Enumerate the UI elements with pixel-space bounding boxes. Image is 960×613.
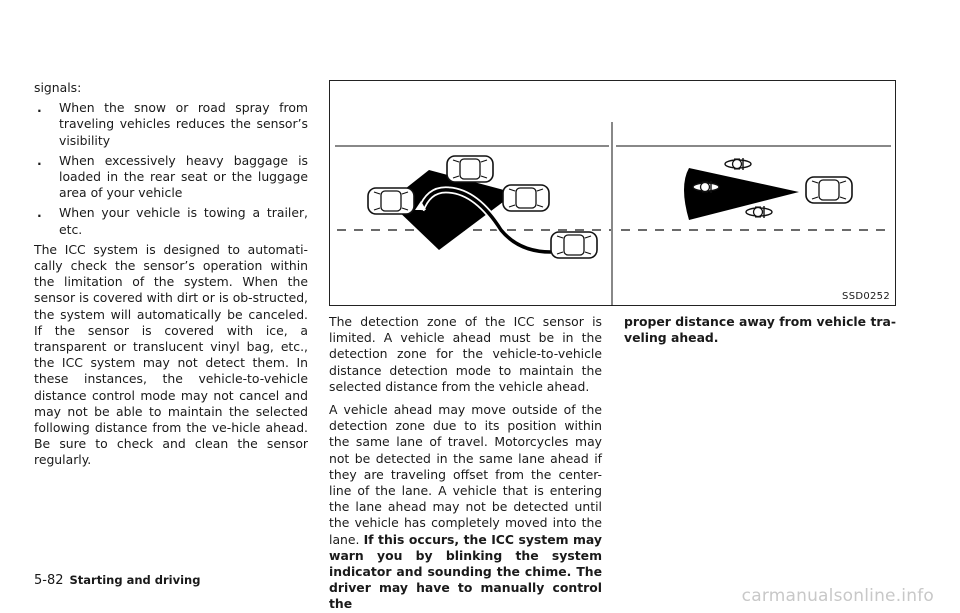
body-paragraph (624, 314, 896, 346)
detection-zone-illustration (329, 80, 896, 306)
body-paragraph: A vehicle ahead may move outside of the detection zone due to its position within the same lane of travel. Motorcycles may not be detected in the same lane ahead if they are traveling offset from the center-line of the lane. A vehicle that is entering the lane ahead may not be detected until the vehicle has completely moved into the lane. If this occurs, the ICC system may warn you by blinking the system indicator and sounding the chime. The driver may have to manually control the (329, 402, 602, 612)
watermark: carmanualsonline.info (741, 586, 934, 606)
bullet-item: . When excessively heavy baggage is loaded in the rear seat or the luggage area of your vehicle (37, 152, 308, 201)
lead-text: signals: (34, 80, 82, 95)
warning-text-continued: proper distance away from vehicle tra-veling ahead. (624, 314, 896, 346)
section-title: Starting and driving (69, 573, 201, 587)
text-column-middle (329, 314, 602, 613)
page-footer (34, 572, 200, 588)
figure-code: SSD0252 (842, 291, 890, 302)
text-column-right (624, 314, 896, 346)
right-scene (616, 146, 891, 230)
bullet-item: . When your vehicle is towing a trailer, etc. (37, 205, 308, 237)
warning-text: If this occurs, the ICC system may warn you by blinking the system indicator and sounding the chime. The driver may have to manually control the (329, 531, 602, 612)
left-scene (335, 146, 611, 258)
icc-detection-zone-figure (329, 80, 896, 306)
page-number: 5-82 (34, 573, 64, 588)
text-column-left (34, 80, 308, 469)
body-paragraph: The ICC system is designed to automati-cally check the sensor’s operation within the limitation of the system. When the sensor is covered with dirt or is ob-structed, the system will automatically be canceled. If the sensor is covered with ice, a transparent or translucent vinyl bag, etc., the ICC system may not detect them. In these instances, the vehicle-to-vehicle distance control mode may not cancel and may not be able to maintain the selected following distance from the ve-hicle ahead. Be sure to check and clean the sensor regularly. (34, 241, 308, 468)
bullet-item: . When the snow or road spray from traveling vehicles reduces the sensor’s visibility (37, 100, 308, 148)
body-paragraph: The detection zone of the ICC sensor is limited. A vehicle ahead must be in the detection zone for the vehicle-to-vehicle distance detection mode to maintain the selected distance from the vehicle ahead. (329, 314, 602, 394)
bullet-list (34, 100, 308, 238)
